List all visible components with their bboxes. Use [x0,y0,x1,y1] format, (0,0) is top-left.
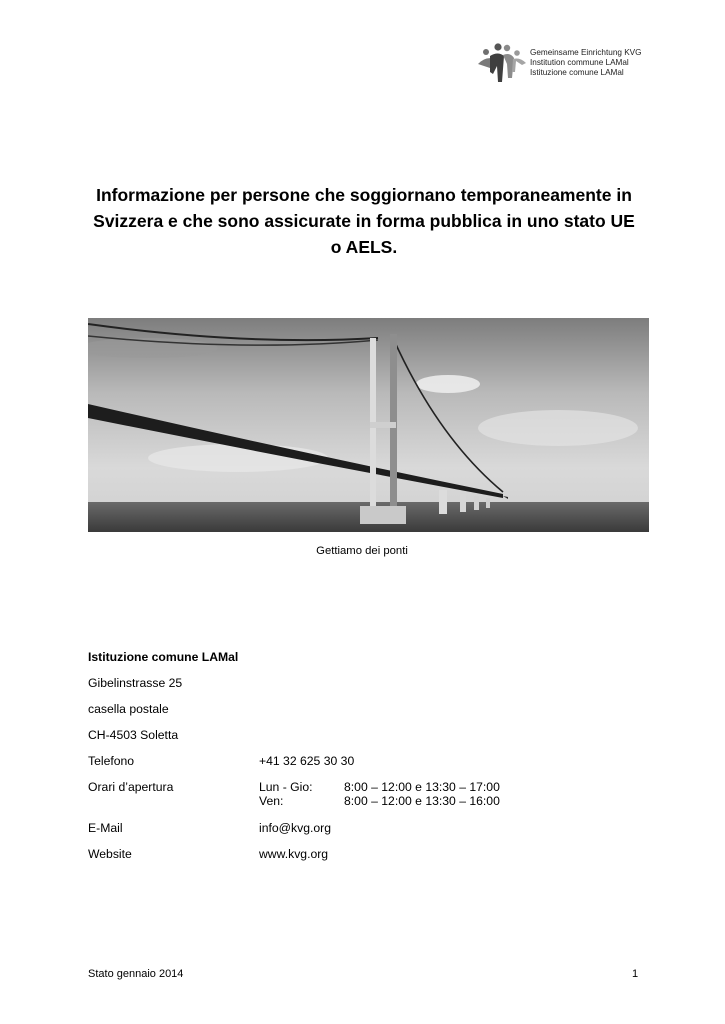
logo-line-1: Gemeinsame Einrichtung KVG [530,48,642,57]
hours-time-2: 8:00 – 12:00 e 13:30 – 16:00 [344,794,500,808]
street-address: Gibelinstrasse 25 [88,676,183,690]
org-name: Istituzione comune LAMal [88,650,239,664]
kvg-logo [476,42,676,86]
document-title: Informazione per persone che soggiornano temporaneamente in Svizzera e che sono assicurate in forma pubblica in uno stato UE o AELS. [93,185,635,257]
website-label: Website [88,847,132,861]
website-value[interactable]: www.kvg.org [259,847,329,861]
photo-caption: Gettiamo dei ponti [316,545,408,557]
hours-label: Orari d’apertura [88,780,174,794]
logo-line-2: Institution commune LAMal [530,58,629,67]
people-logo-icon [476,42,528,86]
footer-status: Stato gennaio 2014 [88,968,184,980]
phone-value: +41 32 625 30 30 [259,754,355,768]
bridge-photo [88,318,649,532]
hours-days-2: Ven: [259,794,284,808]
po-box: casella postale [88,702,169,716]
logo-line-3: Istituzione comune LAMal [530,68,624,77]
email-label: E-Mail [88,821,123,835]
email-value[interactable]: info@kvg.org [259,821,331,835]
city: CH-4503 Soletta [88,728,179,742]
page-number: 1 [632,968,639,980]
hours-time-1: 8:00 – 12:00 e 13:30 – 17:00 [344,780,500,794]
phone-label: Telefono [88,754,135,768]
hours-days-1: Lun - Gio: [259,780,313,794]
